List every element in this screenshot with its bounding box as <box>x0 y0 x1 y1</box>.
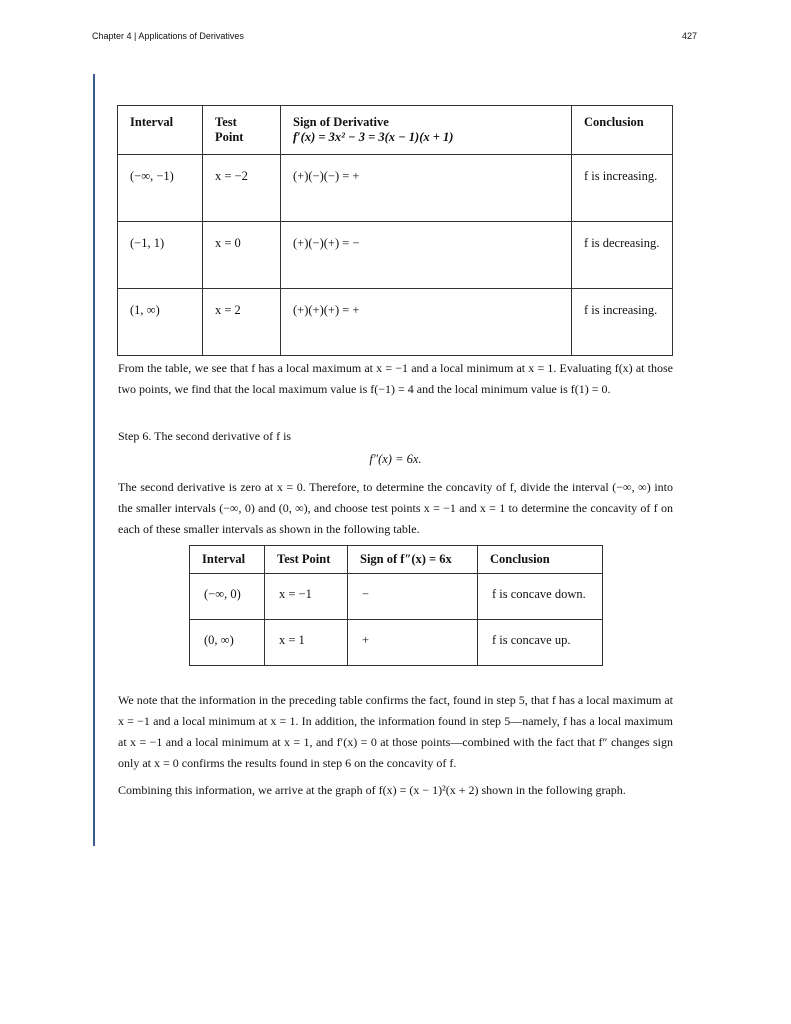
table-header-row <box>190 546 603 574</box>
col-header: Conclusion <box>572 106 673 155</box>
col-header: Interval <box>190 546 265 574</box>
concavity-table <box>189 545 603 666</box>
col-header: Sign of f″(x) = 6x <box>348 546 478 574</box>
conclusion-cell: f is concave up. <box>478 620 603 666</box>
col-header: Test Point <box>203 106 281 155</box>
sign-cell: (+)(−)(+) = − <box>281 222 572 289</box>
margin-rule <box>93 74 95 846</box>
sign-cell: + <box>348 620 478 666</box>
interval-cell: (−1, 1) <box>118 222 203 289</box>
interval-cell: (0, ∞) <box>190 620 265 666</box>
table-row <box>190 620 603 666</box>
table-row <box>118 289 673 356</box>
col-header-label: Sign of Derivative <box>293 115 389 129</box>
sign-cell: (+)(+)(+) = + <box>281 289 572 356</box>
test-point-cell: x = 2 <box>203 289 281 356</box>
page-number: 427 <box>681 31 697 41</box>
table-header-row <box>118 106 673 155</box>
sign-cell: − <box>348 574 478 620</box>
col-header <box>281 106 572 155</box>
paragraph-concavity: The second derivative is zero at x = 0. Therefore, to determine the concavity of f, divide the interval (−∞, ∞) into the smaller intervals (−∞, 0) and (0, ∞), and choose test points x = −1 and x = 1 to determine the concavity of f on each of these smaller intervals as shown in the following table. <box>118 480 673 536</box>
conclusion-cell: f is increasing. <box>572 155 673 222</box>
sign-cell: (+)(−)(−) = + <box>281 155 572 222</box>
table-row <box>118 155 673 222</box>
conclusion-cell: f is increasing. <box>572 289 673 356</box>
interval-cell: (−∞, −1) <box>118 155 203 222</box>
table-row <box>118 222 673 289</box>
conclusion-cell: f is decreasing. <box>572 222 673 289</box>
table-row <box>190 574 603 620</box>
paragraph-confirmation: We note that the information in the preceding table confirms the fact, found in step 5, that f has a local maximum at x = −1 and a local minimum at x = 1. In addition, the information found in step 5—namely, f has a local maximum at x = −1 and a local minimum at x = 1, and f′(x) = 0 at those points—combined with the fact that f″ changes sign only at x = 0 confirms the results found in step 6 on the concavity of f. <box>118 693 673 770</box>
col-header: Conclusion <box>478 546 603 574</box>
interval-cell: (1, ∞) <box>118 289 203 356</box>
col-header: Interval <box>118 106 203 155</box>
test-point-cell: x = −2 <box>203 155 281 222</box>
paragraph-step6: Step 6. The second derivative of f is <box>118 429 292 443</box>
test-point-cell: x = 1 <box>265 620 348 666</box>
derivative-sign-table <box>117 105 673 356</box>
col-header: Test Point <box>265 546 348 574</box>
chapter-header: Chapter 4 | Applications of Derivatives <box>92 31 244 41</box>
test-point-cell: x = −1 <box>265 574 348 620</box>
interval-cell: (−∞, 0) <box>190 574 265 620</box>
paragraph-graph-intro: Combining this information, we arrive at the graph of f(x) = (x − 1)²(x + 2) shown in the following graph. <box>118 783 626 797</box>
second-derivative-formula: f″(x) = 6x. <box>369 452 422 466</box>
derivative-formula: f′(x) = 3x² − 3 = 3(x − 1)(x + 1) <box>293 130 454 144</box>
paragraph-extrema: From the table, we see that f has a local maximum at x = −1 and a local minimum at x = 1. Evaluating f(x) at those two points, we find that the local maximum value is f(−1) = 4 and the local minimum value is f(1) = 0. <box>118 361 673 396</box>
conclusion-cell: f is concave down. <box>478 574 603 620</box>
test-point-cell: x = 0 <box>203 222 281 289</box>
